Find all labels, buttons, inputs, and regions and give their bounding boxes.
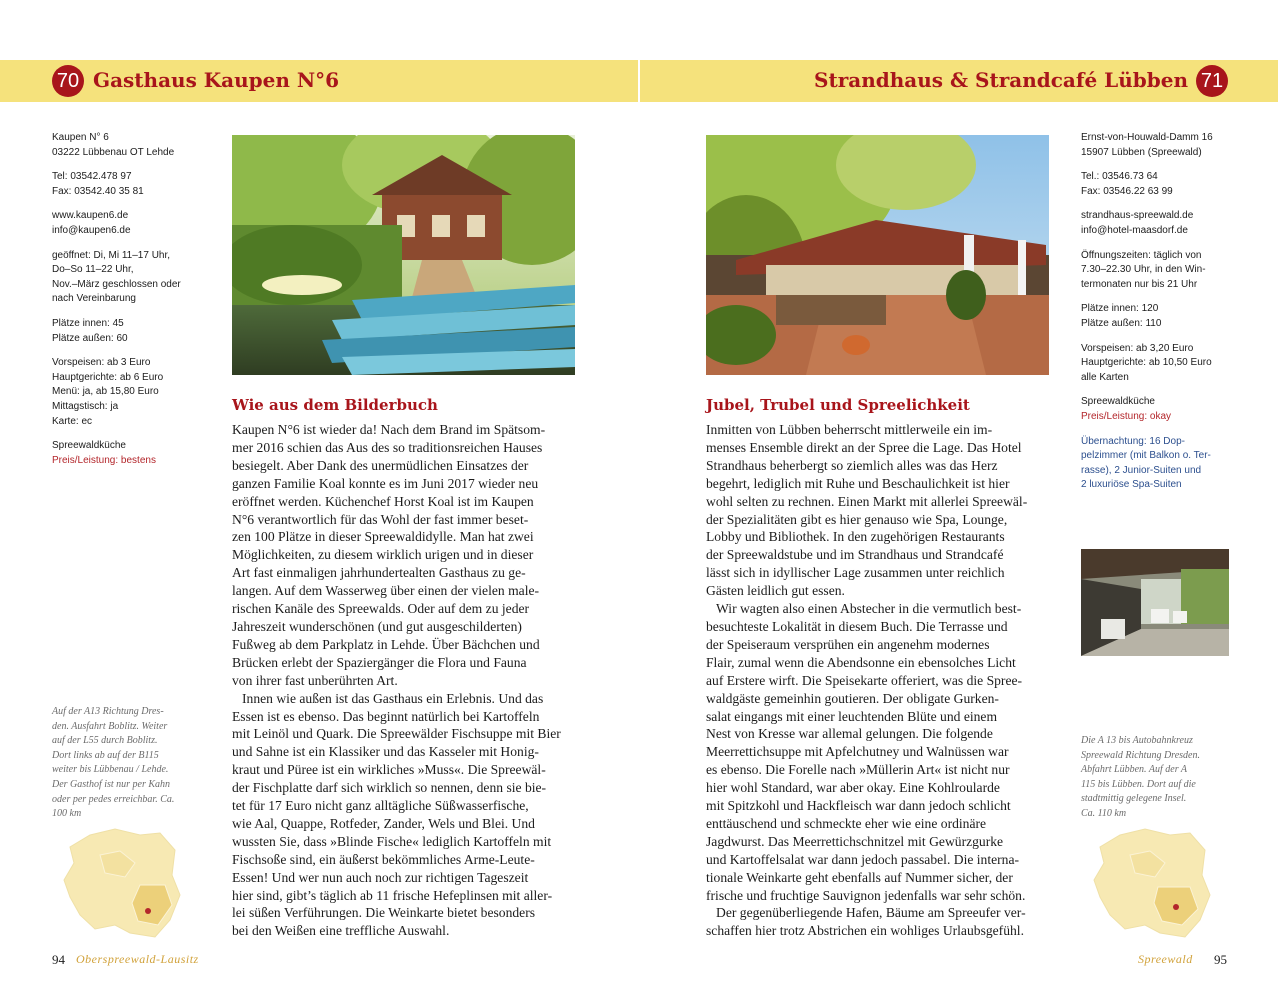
body-line: Strandhaus beherbergt so ziemlich alles was das Herz: [706, 457, 998, 473]
caption-line: oder per pedes erreichbar. Ca.: [52, 793, 175, 805]
article-body-right: [706, 421, 1051, 940]
info-block: [1081, 131, 1251, 160]
info-line: Plätze außen: 60: [52, 332, 128, 344]
section-heading-right: Jubel, Trubel und Spreelichkeit: [706, 396, 970, 414]
body-line: salat eingangs mit einer leuchtenden Blüte und einem: [706, 708, 998, 724]
caption-line: Die A 13 bis Autobahnkreuz: [1081, 735, 1193, 746]
entry-number-badge-right: 71: [1196, 65, 1228, 97]
body-line: Jagdwurst. Das Meerrettichschnitzel mit Gewürzgurke: [706, 833, 1004, 849]
info-line: Nov.–März geschlossen oder: [52, 278, 181, 290]
photo-gasthaus-kaupen-image: [232, 135, 575, 375]
body-line: zen 100 Plätze in dieser Spreewaldidylle. Man hat zwei: [232, 529, 534, 545]
info-line: Kaupen N° 6: [52, 132, 109, 143]
body-line: tet für 17 Euro nicht ganz alltägliche Süßwasserfische,: [232, 798, 529, 814]
body-line: von ihrer fast unberührten Art.: [232, 672, 398, 688]
info-block: [52, 131, 212, 160]
info-line: alle Karten: [1081, 371, 1129, 383]
caption-line: Abfahrt Lübben. Auf der A: [1081, 764, 1188, 776]
caption-line: 115 bis Lübben. Dort auf die: [1081, 778, 1196, 790]
body-line: menses Ensemble direkt an der Spree die Lage. Das Hotel: [706, 439, 1022, 455]
info-line: www.kaupen6.de: [52, 210, 129, 222]
body-line: wie Aal, Quappe, Rotfeder, Zander, Wels und Blei. Und: [232, 815, 535, 831]
body-line: Meerrettichsuppe mit Apfelchutney und Walnüssen war: [706, 744, 1009, 760]
info-line: Hauptgerichte: ab 6 Euro: [52, 371, 164, 383]
info-line: Fax: 03546.22 63 99: [1081, 185, 1173, 197]
info-line: Öffnungszeiten: täglich von: [1081, 249, 1202, 261]
info-line: Vorspeisen: ab 3 Euro: [52, 357, 151, 369]
map-brandenburg-left: [60, 825, 185, 940]
photo-strandhaus-terrace: [1081, 549, 1229, 656]
entry-number-badge-left: 70: [52, 65, 84, 97]
info-line: Do–So 11–22 Uhr,: [52, 264, 134, 276]
body-line: Fußweg ab dem Parkplatz in Lehde. Über Bächchen und: [232, 636, 540, 652]
body-line: Inmitten von Lübben beherrscht mittlerweile ein im-: [706, 422, 993, 437]
cuisine-block: [1081, 395, 1251, 424]
body-line: Essen ist es ebenso. Das beginnt natürlich bei Kartoffeln: [232, 708, 540, 724]
caption-line: Ca. 110 km: [1081, 807, 1127, 819]
caption-line: Auf der A13 Richtung Dres-: [52, 706, 164, 717]
body-line: Innen wie außen ist das Gasthaus ein Erlebnis. Und das: [242, 690, 544, 706]
body-line: waldgäste gemeinhin goutieren. Der obligate Gurken-: [706, 690, 999, 706]
contact-info-right: [1081, 131, 1251, 503]
body-line: Der gegenüberliegende Hafen, Bäume am Spreeufer ver-: [716, 905, 1026, 921]
body-line: es ebenso. Die Forelle nach »Müllerin Art« ist nicht nur: [706, 762, 1010, 778]
info-line: termonaten nur bis 21 Uhr: [1081, 278, 1198, 290]
info-line: nach Vereinbarung: [52, 293, 136, 305]
info-line: 15907 Lübben (Spreewald): [1081, 146, 1202, 158]
lodging-line: rasse), 2 Junior-Suiten und: [1081, 464, 1202, 476]
info-line: Hauptgerichte: ab 10,50 Euro: [1081, 357, 1212, 369]
lodging-line: pelzimmer (mit Balkon o. Ter-: [1081, 450, 1211, 462]
caption-line: Der Gasthof ist nur per Kahn: [52, 778, 171, 790]
body-line: der Spreewaldstube und im Strandhaus und Strandcafé: [706, 547, 1004, 563]
body-line: eröffnet werden. Küchenchef Horst Koal ist im Kaupen: [232, 493, 534, 509]
body-line: frische und fruchtige Sauvignon jedenfalls war sehr schön.: [706, 887, 1026, 903]
body-line: ganzen Familie Koal konnte es im Juni 2017 wieder neu: [232, 475, 539, 491]
info-line: Ernst-von-Houwald-Damm 16: [1081, 132, 1213, 143]
entry-title-left: Gasthaus Kaupen N°6: [93, 68, 340, 92]
caption-line: weiter bis Lübbenau / Lehde.: [52, 764, 169, 776]
section-name-right: Spreewald: [1138, 952, 1193, 966]
info-block: [1081, 342, 1251, 386]
lodging-info: [1081, 435, 1251, 493]
body-line: hier wohl Standard, war aber okay. Eine Kohlroularde: [706, 780, 1000, 796]
body-line: mit Spitzkohl und Hackfleisch war dann jedoch schlicht: [706, 798, 1011, 814]
info-line: Tel.: 03546.73 64: [1081, 171, 1158, 183]
body-line: Wir wagten also einen Abstecher in die vermutlich best-: [716, 601, 1022, 617]
info-block: [1081, 170, 1251, 199]
body-line: lei süßen Verführungen. Die Weinkarte bietet besonders: [232, 905, 536, 921]
photo-strandhaus-luebben-image: [706, 135, 1049, 375]
section-name-left: Oberspreewald-Lausitz: [76, 952, 199, 966]
map-location-marker-left: [145, 908, 151, 914]
body-line: begehrt, lediglich mit Ruhe und Beschaulichkeit ist hier: [706, 475, 1010, 491]
body-line: wohl selten zu rechnen. Einen Markt mit allerlei Spreewäl-: [706, 493, 1028, 509]
info-block: [1081, 249, 1251, 293]
section-heading-left: Wie aus dem Bilderbuch: [232, 396, 438, 414]
body-line: lässt sich in idyllischer Lage zusammen unter reichlich: [706, 565, 1005, 581]
photo-strandhaus-luebben: [706, 135, 1049, 375]
body-line: mit Leinöl und Quark. Die Spreewälder Fischsuppe mit Bier: [232, 726, 561, 742]
info-line: Menü: ja, ab 15,80 Euro: [52, 386, 159, 398]
body-line: auf Erstere wirft. Die Speisekarte offeriert, was die Spree-: [706, 672, 1023, 688]
body-line: enttäuschend und schmeckte eher wie eine ordinäre: [706, 815, 987, 831]
info-line: Plätze innen: 45: [52, 317, 124, 329]
body-line: Brücken erlebt der Spaziergänger die Flora und Fauna: [232, 654, 527, 670]
info-line: Vorspeisen: ab 3,20 Euro: [1081, 342, 1194, 354]
cuisine-label: Spreewaldküche: [1081, 396, 1155, 408]
info-line: Karte: ec: [52, 415, 93, 427]
body-line: Kaupen N°6 ist wieder da! Nach dem Brand im Spätsom-: [232, 422, 546, 437]
body-line: Möglichkeiten, zu diesem wirklich urigen und in dieser: [232, 547, 534, 563]
body-line: kraut und Püree ist ein wirkliches »Muss«. Die Spreewäl-: [232, 762, 546, 778]
page-number-left: 94: [52, 952, 65, 967]
body-line: bei den Weißen eine treffliche Auswahl.: [232, 923, 450, 939]
body-line: Jahreszeit wunderschönen (und gut ausgeschilderten): [232, 618, 522, 634]
info-line: Tel: 03542.478 97: [52, 171, 132, 183]
body-line: der Fischplatte darf sich wirklich so nennen, denn sie bie-: [232, 780, 547, 796]
map-brandenburg-right: [1090, 825, 1215, 940]
caption-line: den. Ausfahrt Boblitz. Weiter: [52, 720, 168, 732]
body-line: N°6 verantwortlich für das Wohl der fast immer beset-: [232, 511, 529, 527]
cuisine-label: Spreewaldküche: [52, 440, 126, 452]
info-line: Plätze außen: 110: [1081, 317, 1162, 329]
body-line: Nest von Kresse war allemal gelungen. Die folgende: [706, 726, 993, 742]
info-line: info@kaupen6.de: [52, 224, 131, 236]
body-line: Gästen leidlich gut essen.: [706, 583, 845, 599]
cuisine-block: [52, 439, 212, 468]
info-line: 7.30–22.30 Uhr, in den Win-: [1081, 264, 1206, 276]
info-line: strandhaus-spreewald.de: [1081, 210, 1194, 222]
caption-line: Dort links ab auf der B115: [52, 749, 159, 761]
info-line: geöffnet: Di, Mi 11–17 Uhr,: [52, 249, 171, 261]
info-line: 03222 Lübbenau OT Lehde: [52, 146, 175, 158]
body-line: langen. Auf dem Wasserweg über einen der vielen male-: [232, 583, 540, 599]
body-line: Art fast einmaligen jahrhundertealten Gasthaus zu ge-: [232, 565, 526, 581]
body-line: schaffen hier trotz Abstrichen ein wohliges Urlaubsgefühl.: [706, 923, 1024, 939]
photo-strandhaus-terrace-image: [1081, 549, 1229, 656]
info-line: Plätze innen: 120: [1081, 303, 1159, 315]
body-line: tionale Weinkarte geht ebenfalls auf Nummer sicher, der: [706, 869, 1013, 885]
body-line: mer 2016 schien das Aus des so traditionsreichen Hauses: [232, 439, 543, 455]
info-block: [52, 249, 212, 307]
info-block: [1081, 302, 1251, 331]
info-block: [52, 209, 212, 238]
body-line: der Spezialitäten gibt es hier genauso wie Spa, Lounge,: [706, 511, 1008, 527]
body-line: Fischsoße sind, ein äußerst bekömmliches Arme-Leute-: [232, 851, 535, 867]
info-block: [52, 170, 212, 199]
caption-line: stadtmittig gelegene Insel.: [1081, 793, 1187, 805]
article-body-left: [232, 421, 577, 940]
caption-line: auf der L55 durch Boblitz.: [52, 735, 158, 747]
lodging-line: Übernachtung: 16 Dop-: [1081, 435, 1185, 447]
body-line: rischen Kanäle des Spreewalds. Oder auf dem zu jeder: [232, 601, 530, 617]
price-rating: Preis/Leistung: bestens: [52, 454, 156, 466]
map-location-marker-right: [1173, 904, 1179, 910]
entry-title-right: Strandhaus & Strandcafé Lübben: [814, 68, 1188, 92]
body-line: der Speiseraum versprühen ein angenehm modernes: [706, 636, 990, 652]
info-block: [52, 317, 212, 346]
caption-line: Spreewald Richtung Dresden.: [1081, 749, 1200, 761]
body-line: Lobby und Bibliothek. In den zugehörigen Restaurants: [706, 529, 1005, 545]
body-line: wussten Sie, dass »Blinde Fische« lediglich Kartoffeln mit: [232, 833, 552, 849]
body-line: hier sind, gibt’s täglich ab 11 frische Hefeplinsen mit aller-: [232, 887, 553, 903]
body-line: Essen! Und wer nun auch noch zur richtigen Tageszeit: [232, 869, 529, 885]
body-line: und Kartoffelsalat war dann jedoch passabel. Die interna-: [706, 851, 1020, 867]
body-line: besuchteste Lokalität in diesem Buch. Die Terrasse und: [706, 618, 1008, 634]
contact-info-left: [52, 131, 212, 478]
price-rating: Preis/Leistung: okay: [1081, 410, 1172, 422]
page-number-right: 95: [1214, 952, 1227, 967]
body-line: Flair, zumal wenn die Abendsonne ein ebensolches Licht: [706, 654, 1016, 670]
info-line: Fax: 03542.40 35 81: [52, 185, 144, 197]
lodging-line: 2 luxuriöse Spa-Suiten: [1081, 479, 1182, 491]
directions-caption-left: [52, 705, 202, 822]
directions-caption-right: [1081, 734, 1241, 822]
header-divider: [638, 60, 640, 102]
info-block: [52, 356, 212, 429]
photo-gasthaus-kaupen: [232, 135, 575, 375]
caption-line: 100 km: [52, 808, 82, 820]
body-line: und Sahne ist ein Klassiker und das Kasseler mit Honig-: [232, 744, 539, 760]
body-line: besiegelt. Aber Dank des unermüdlichen Einsatzes der: [232, 457, 529, 473]
info-line: Mittagstisch: ja: [52, 400, 119, 412]
info-block: [1081, 209, 1251, 238]
info-line: info@hotel-maasdorf.de: [1081, 224, 1188, 236]
